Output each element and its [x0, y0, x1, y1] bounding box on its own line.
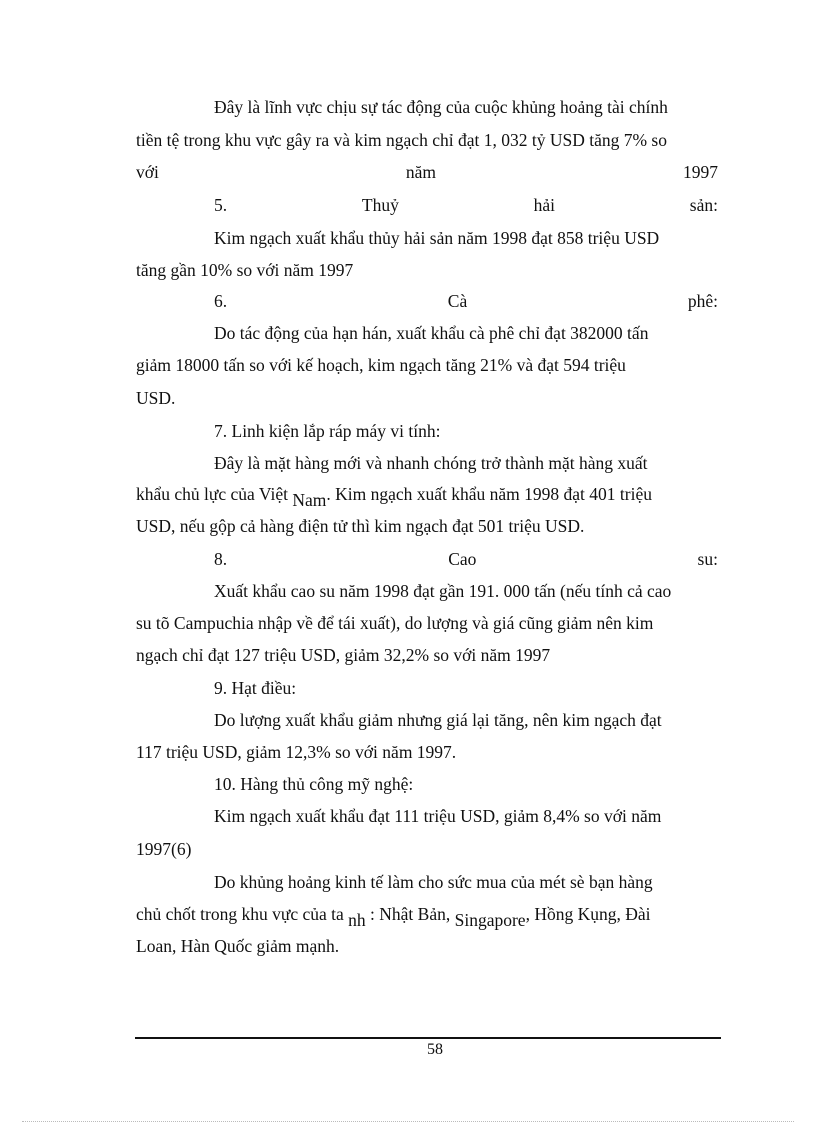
paragraph-line [136, 901, 718, 930]
word: với [136, 162, 159, 182]
word: 6. [214, 291, 228, 311]
text-run: . Kim ngạch xuất khẩu năm 1998 đạt 401 triệu [326, 484, 652, 504]
text-run: chủ chốt trong khu vực của ta [136, 904, 344, 924]
text-run: nh [348, 910, 366, 930]
paragraph-line: giảm 18000 tấn so với kế hoạch, kim ngạch tăng 21% và đạt 594 triệu [136, 355, 626, 375]
paragraph-line: Kim ngạch xuất khẩu đạt 111 triệu USD, giảm 8,4% so với năm [214, 806, 662, 826]
word: Thuỷ [361, 195, 399, 215]
word: hải [533, 195, 555, 215]
paragraph-line: 117 triệu USD, giảm 12,3% so với năm 1997. [136, 742, 457, 762]
word: năm [405, 162, 436, 182]
paragraph-line: Xuất khẩu cao su năm 1998 đạt gần 191. 000 tấn (nếu tính cả cao [214, 581, 672, 601]
paragraph-line: tiền tệ trong khu vực gây ra và kim ngạch chỉ đạt 1, 032 tỷ USD tăng 7% so [136, 130, 667, 150]
paragraph-line: Đây là mặt hàng mới và nhanh chóng trở thành mặt hàng xuất [214, 453, 648, 473]
paragraph-line: Loan, Hàn Quốc giảm mạnh. [136, 936, 340, 956]
word: Cà [447, 291, 468, 311]
paragraph-line: Kim ngạch xuất khẩu thủy hải sản năm 1998 đạt 858 triệu USD [214, 228, 660, 248]
paragraph-line: USD. [136, 388, 176, 408]
word: 5. [214, 195, 228, 215]
section-heading-7: 7. Linh kiện lắp ráp máy vi tính: [214, 421, 441, 441]
text-run: : Nhật Bản, [370, 904, 451, 924]
word: sản: [689, 195, 718, 215]
word: 1997 [682, 162, 718, 182]
text-run: , Hồng Kụng, Đài [525, 904, 651, 924]
section-heading-6 [214, 288, 718, 314]
word: su: [697, 549, 718, 569]
paragraph-line: Đây là lĩnh vực chịu sự tác động của cuộc khủng hoảng tài chính [214, 97, 668, 117]
section-heading-10: 10. Hàng thủ công mỹ nghệ: [214, 774, 414, 794]
paragraph-line [136, 159, 718, 185]
page-number: 58 [427, 1041, 443, 1058]
paragraph-line: USD, nếu gộp cả hàng điện tử thì kim ngạch đạt 501 triệu USD. [136, 516, 585, 536]
word: phê: [687, 291, 718, 311]
word: Cao [448, 549, 477, 569]
section-heading-9: 9. Hạt điều: [214, 678, 297, 698]
paragraph-line: tăng gần 10% so với năm 1997 [136, 260, 354, 280]
text-run: Nam [292, 490, 327, 510]
word: 8. [214, 549, 228, 569]
text-run: khẩu chủ lực của Việt [136, 484, 288, 504]
paragraph-line: Do tác động của hạn hán, xuất khẩu cà phê chỉ đạt 382000 tấn [214, 323, 649, 343]
section-heading-8 [214, 546, 718, 572]
paragraph-line: Do khủng hoảng kinh tế làm cho sức mua của mét sè bạn hàng [214, 872, 653, 892]
paragraph-line [136, 481, 718, 510]
section-heading-5 [214, 192, 718, 218]
text-run: Singapore [454, 910, 526, 930]
page-bottom-border [22, 1121, 794, 1122]
paragraph-line: 1997(6) [136, 839, 192, 859]
paragraph-line: ngạch chỉ đạt 127 triệu USD, giảm 32,2% so với năm 1997 [136, 645, 551, 665]
paragraph-line: su tõ Campuchia nhập về để tái xuất), do lượng và giá cũng giảm nên kim [136, 613, 654, 633]
paragraph-line: Do lượng xuất khẩu giảm nhưng giá lại tăng, nên kim ngạch đạt [214, 710, 662, 730]
